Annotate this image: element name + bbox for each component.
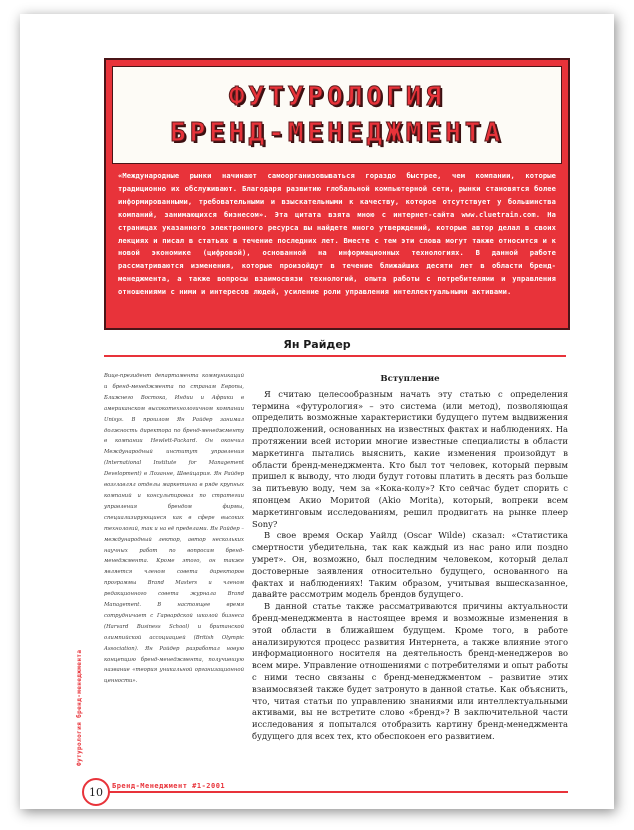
title-box xyxy=(112,66,562,164)
footer-divider xyxy=(106,791,568,793)
paragraph: В данной статье также рассматриваются причины актуальности бренд-менеджмента в настоящее время и возможные изменения в этой области в ближайшем будущем. Кроме того, в работе анализируются процесс развития Интернета, а также влияние этого информационного носителя на деятельность бренд-менеджеров во всем мире. Управление отношениями с потребителями и опыт работы с ними тесно связаны с бренд-менеджментом – развитие этих взаимосвязей также будет затронуто в данной статье. Как объяснить, что, читая статьи по управлению знаниями или интеллектуальными активами, вы не встретите слово «бренд»? В заключительной части исследования я попытался отобразить картину бренд-менеджмента будущего для всех тех, кто обеспокоен его развитием. xyxy=(252,601,568,741)
journal-issue: Бренд-Менеджмент #1-2001 xyxy=(112,782,226,790)
article-title-line-1: ФУТУРОЛОГИЯ xyxy=(228,82,446,112)
magazine-page xyxy=(20,14,614,809)
page-number: 10 xyxy=(82,778,110,806)
author-name: Ян Райдер xyxy=(283,338,351,351)
main-column xyxy=(252,374,568,743)
article-title-line-2: БРЕНД-МЕНЕДЖМЕНТА xyxy=(169,118,505,148)
header-panel xyxy=(104,58,570,330)
author-divider xyxy=(104,355,566,357)
lead-paragraph: «Международные рынки начинают самоорганизовываться гораздо быстрее, чем компании, которые традиционно их обслуживают. Благодаря развитию глобальной компьютерной сети, рынки становятся более информированными, требовательными и взыскательными к качеству, которое отсутствует у большинства компаний, занимающихся бизнесом». Эта цитата взята мною с интернет-сайта www.cluetrain.com. На страницах указанного электронного ресурса вы найдете много утверждений, которые автор делал в своих лекциях и писал в статьях в течение последних лет. Вместе с тем эти слова могут также относится и к новой экономике (цифровой), основанной на информационных технологиях. В данной работе рассматриваются изменения, которые произойдут в течение ближайших десяти лет в области бренд-менеджмента, а также вопросы взаимосвязи технологий, опыта работы с потребителями и управления отношениями с ними и интересов людей, усиление роли управления интеллектуальными активами. xyxy=(118,171,556,297)
spine-text: Футурология бренд-менеджмента xyxy=(76,649,83,766)
paragraph: В свое время Оскар Уайлд (Oscar Wilde) сказал: «Статистика смертности убедительна, так как каждый из нас рано или поздно умрет». Он, возможно, был последним человеком, который делал достоверные заявления относительно будущего, основанного на фактах и наблюдениях! Таким образом, учитывая вышесказанное, давайте рассмотрим модель брендов будущего. xyxy=(252,530,568,600)
paragraph: Я считаю целесообразным начать эту статью с определения термина «футурология» – это система (или метод), позволяющая определить возможные характеристики будущего путем выдвижения предположений, основанных на известных фактах и наблюдениях. На протяжении всей истории многие известные специалисты в области маркетинга пытались выяснить, какие изменения произойдут в области бренд-менеджмента. Кто был тот человек, который первым пришел к выводу, что люди будут готовы платить в десять раз больше за питьевую воду, чем за «Кока-колу»? Кто сейчас будет спорить с японцем Акио Моритой (Akio Morita), который, вопреки всем маркетинговым исследованиям, решил продвигать на рынке плеер Sony? xyxy=(252,388,568,529)
section-heading: Вступление xyxy=(380,374,440,384)
author-bio: Вице-президент департамента коммуникаций и бренд-менеджмента по странам Европы, Ближнего Востока, Индии и Африки в американском высокотехнологичном компании Unisys. В прошлом Ян Райдер занимал должность директора по бренд-менеджменту в компании Hewlett-Packard. Он окончил Международный институт управления (International Institute for Management Development) в Лозанне, Швейцария. Ян Райдер возглавлял отделы маркетинга в ряде крупных компаний и консультировал по стратегии управления брендом фирмы, специализирующиеся как в сфере высоких технологий, так и на её пределами. Ян Райдер – международный лектор, автор нескольких научных работ по вопросам бренд-менеджмента. Кроме этого, он также является членом совета директоров программы Brand Masters и членом редакционного совета журнала Brand Management. В настоящее время сотрудничает с Гарвардской школой бизнеса (Harvard Business School) и британской олимпийской ассоциацией (British Olympic Association). Ян Райдер разработал новую концепцию бренд-менеджмента, получившую название «теория уникальной организационной ценности». xyxy=(104,373,244,685)
